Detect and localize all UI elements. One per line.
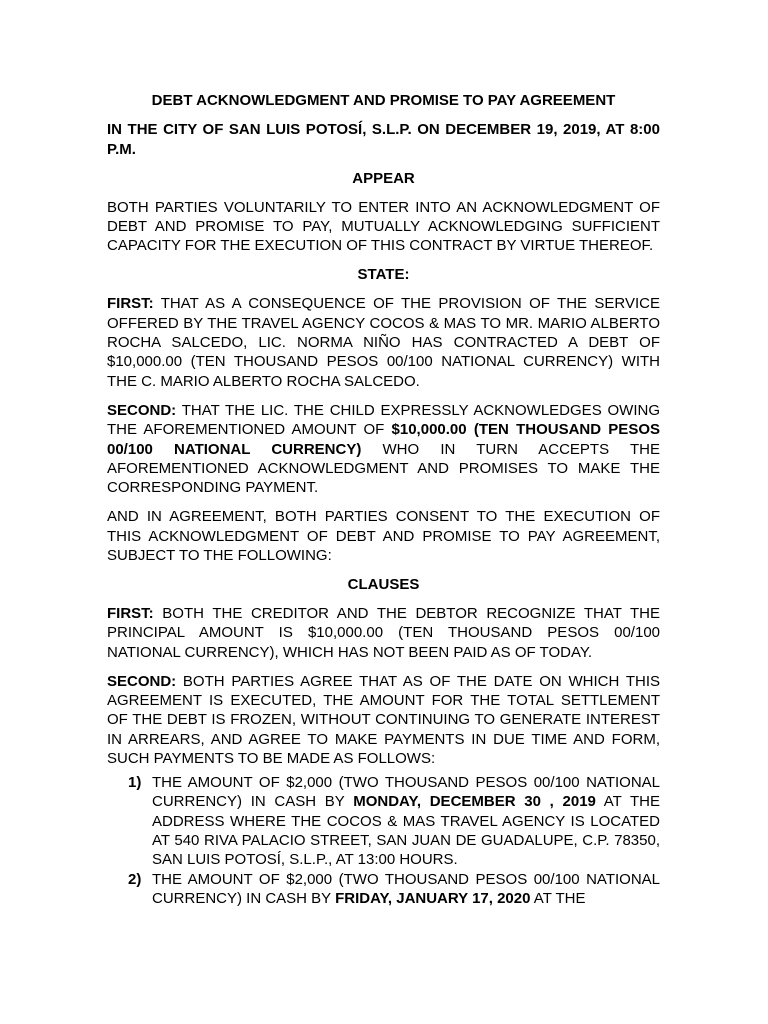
clause-second-label: SECOND: <box>107 672 177 690</box>
clause-first-label: FIRST: <box>107 604 154 622</box>
payment-list <box>107 773 660 909</box>
clause-second-text: BOTH PARTIES AGREE THAT AS OF THE DATE ON WHICH THIS AGREEMENT IS EXECUTED, THE AMOUNT FOR THE TOTAL SETTLEMENT OF THE DEBT IS FROZEN, WITHOUT CONTINUING TO GENERATE INTEREST IN ARREARS, AND AGREE TO MAKE PAYMENTS IN DUE TIME AND FORM, SUCH PAYMENTS TO BE MADE AS FOLLOWS: <box>107 672 660 768</box>
state-first-paragraph <box>107 294 660 391</box>
payment-item <box>107 870 660 909</box>
state-second-paragraph <box>107 401 660 498</box>
payment-date: MONDAY, DECEMBER 30 , 2019 <box>353 793 596 811</box>
payment-item <box>107 773 660 870</box>
state-first-text: THAT AS A CONSEQUENCE OF THE PROVISION OF THE SERVICE OFFERED BY THE TRAVEL AGENCY COCOS & MAS TO MR. MARIO ALBERTO ROCHA SALCEDO, LIC. NORMA NIÑO HAS CONTRACTED A DEBT OF $10,000.00 (TEN THOUSAND PESOS 00/100 NATIONAL CURRENCY) WITH THE C. MARIO ALBERTO ROCHA SALCEDO. <box>107 295 660 390</box>
payment-number: 1) <box>128 773 142 791</box>
document-title: DEBT ACKNOWLEDGMENT AND PROMISE TO PAY AGREEMENT <box>151 92 616 109</box>
clause-first-paragraph <box>107 604 660 662</box>
state-first-label: FIRST: <box>107 295 154 313</box>
appear-heading: APPEAR <box>352 169 415 187</box>
clause-first-text: BOTH THE CREDITOR AND THE DEBTOR RECOGNIZE THAT THE PRINCIPAL AMOUNT IS $10,000.00 (TEN THOUSAND PESOS 00/100 NATIONAL CURRENCY), WHICH HAS NOT BEEN PAID AS OF TODAY. <box>107 604 660 661</box>
clauses-heading: CLAUSES <box>347 576 420 594</box>
payment-text-a: THE AMOUNT OF $2,000 (TWO THOUSAND PESOS 00/100 NATIONAL CURRENCY) IN CASH BY <box>152 870 660 908</box>
document-page <box>107 91 660 909</box>
clause-second-paragraph <box>107 672 660 769</box>
state-second-amount: $10,000.00 (TEN THOUSAND PESOS 00/100 NATIONAL CURRENCY) <box>107 421 660 458</box>
payment-number: 2) <box>128 870 142 888</box>
payment-text-b: AT THE ADDRESS WHERE THE COCOS & MAS TRAVEL AGENCY IS LOCATED AT 540 RIVA PALACIO STREET, SAN JUAN DE GUADALUPE, C.P. 78350, SAN LUIS POTOSÍ, S.L.P., AT 13:00 HOURS. <box>152 793 660 869</box>
location-date: IN THE CITY OF SAN LUIS POTOSÍ, S.L.P. ON DECEMBER 19, 2019, AT 8:00 P.M. <box>107 121 660 158</box>
payment-date: FRIDAY, JANUARY 17, 2020 <box>335 890 531 908</box>
appear-paragraph: BOTH PARTIES VOLUNTARILY TO ENTER INTO AN ACKNOWLEDGMENT OF DEBT AND PROMISE TO PAY, MUTUALLY ACKNOWLEDGING SUFFICIENT CAPACITY FOR THE EXECUTION OF THIS CONTRACT BY VIRTUE THEREOF. <box>107 198 660 255</box>
state-heading: STATE: <box>357 266 410 284</box>
state-second-label: SECOND: <box>107 401 177 419</box>
state-second-text-b: WHO IN TURN ACCEPTS THE AFOREMENTIONED ACKNOWLEDGMENT AND PROMISES TO MAKE THE CORRESPONDING PAYMENT. <box>107 440 660 497</box>
state-second-text-a: THAT THE LIC. THE CHILD EXPRESSLY ACKNOWLEDGES OWING THE AFOREMENTIONED AMOUNT OF <box>107 401 660 439</box>
payment-text-b: AT THE <box>530 890 586 908</box>
agreement-paragraph: AND IN AGREEMENT, BOTH PARTIES CONSENT TO THE EXECUTION OF THIS ACKNOWLEDGMENT OF DEBT AND PROMISE TO PAY AGREEMENT, SUBJECT TO THE FOLLOWING: <box>107 508 660 565</box>
payment-text-a: THE AMOUNT OF $2,000 (TWO THOUSAND PESOS 00/100 NATIONAL CURRENCY) IN CASH BY <box>152 773 660 811</box>
